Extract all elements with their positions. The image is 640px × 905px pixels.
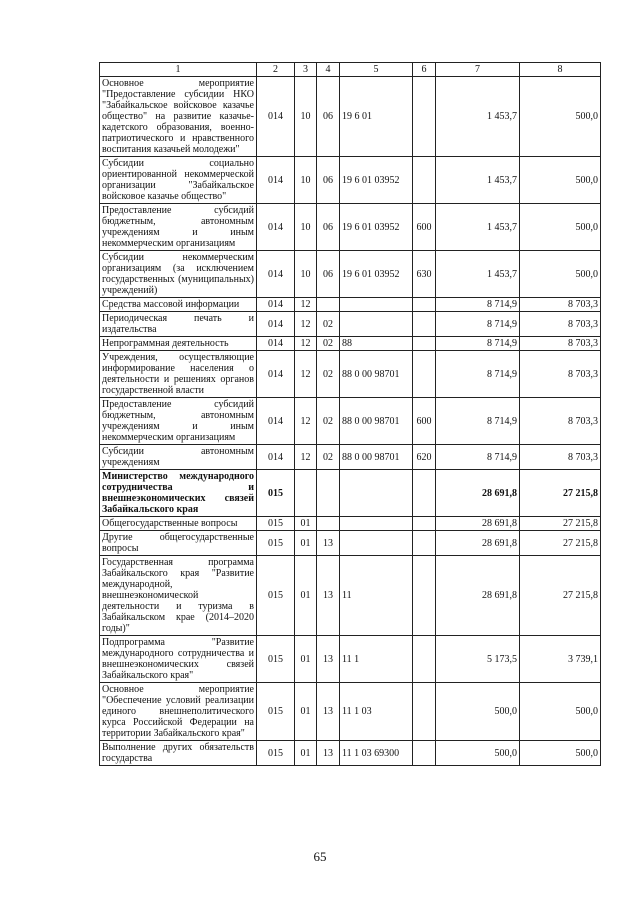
table-cell-gr: 015 bbox=[257, 683, 295, 741]
header-cell: 6 bbox=[413, 63, 436, 77]
table-cell-v2: 8 703,3 bbox=[520, 298, 601, 312]
table-cell-v1: 1 453,7 bbox=[436, 77, 520, 157]
table-cell-v1: 8 714,9 bbox=[436, 398, 520, 445]
table-row bbox=[100, 337, 601, 351]
table-cell-csr: 88 0 00 98701 bbox=[340, 445, 413, 470]
table-row bbox=[100, 251, 601, 298]
table-cell-v2: 8 703,3 bbox=[520, 351, 601, 398]
table-cell-v1: 8 714,9 bbox=[436, 337, 520, 351]
table-cell-name: Общегосударственные вопросы bbox=[100, 517, 257, 531]
table-cell-pr: 06 bbox=[317, 77, 340, 157]
table-row bbox=[100, 298, 601, 312]
table-cell-pr: 06 bbox=[317, 204, 340, 251]
table-cell-v1: 1 453,7 bbox=[436, 157, 520, 204]
table-cell-gr: 014 bbox=[257, 337, 295, 351]
table-cell-name: Министерство международного сотрудничества и внешнеэкономических связей Забайкальского края bbox=[100, 470, 257, 517]
table-cell-csr: 88 0 00 98701 bbox=[340, 351, 413, 398]
table-body bbox=[100, 77, 601, 766]
table-row bbox=[100, 351, 601, 398]
table-cell-v2: 500,0 bbox=[520, 683, 601, 741]
table-cell-v2: 500,0 bbox=[520, 204, 601, 251]
table-cell-v1: 8 714,9 bbox=[436, 351, 520, 398]
table-cell-name: Предоставление субсидий бюджетным, автономным учреждениям и иным некоммерческим организациям bbox=[100, 398, 257, 445]
table-cell-v2: 3 739,1 bbox=[520, 636, 601, 683]
table-row bbox=[100, 398, 601, 445]
table-cell-csr: 11 bbox=[340, 556, 413, 636]
table-row bbox=[100, 204, 601, 251]
table-cell-name: Другие общегосударственные вопросы bbox=[100, 531, 257, 556]
table-cell-name: Подпрограмма "Развитие международного сотрудничества и внешнеэкономических связей Забайкальского края" bbox=[100, 636, 257, 683]
table-cell-vr: 630 bbox=[413, 251, 436, 298]
table-cell-v1: 28 691,8 bbox=[436, 470, 520, 517]
table-cell-v1: 28 691,8 bbox=[436, 531, 520, 556]
table-cell-rz: 01 bbox=[295, 556, 317, 636]
table-cell-rz: 01 bbox=[295, 636, 317, 683]
table-cell-v2: 500,0 bbox=[520, 77, 601, 157]
table-cell-name: Субсидии автономным учреждениям bbox=[100, 445, 257, 470]
table-cell-vr bbox=[413, 683, 436, 741]
table-cell-csr: 11 1 03 69300 bbox=[340, 741, 413, 766]
table-cell-v1: 1 453,7 bbox=[436, 251, 520, 298]
table-header-row bbox=[100, 63, 601, 77]
table-row bbox=[100, 77, 601, 157]
table-cell-csr: 19 6 01 bbox=[340, 77, 413, 157]
table-cell-csr: 19 6 01 03952 bbox=[340, 251, 413, 298]
table-cell-rz: 12 bbox=[295, 298, 317, 312]
table-cell-name: Государственная программа Забайкальского края "Развитие международной, внешнеэкономической деятельности и туризма в Забайкальском крае (2014–2020 годы)" bbox=[100, 556, 257, 636]
table-cell-gr: 014 bbox=[257, 351, 295, 398]
table-cell-gr: 014 bbox=[257, 312, 295, 337]
table-cell-vr bbox=[413, 556, 436, 636]
header-cell: 8 bbox=[520, 63, 601, 77]
table-cell-csr bbox=[340, 470, 413, 517]
table-cell-csr: 19 6 01 03952 bbox=[340, 204, 413, 251]
table-cell-pr: 02 bbox=[317, 337, 340, 351]
table-cell-csr: 11 1 bbox=[340, 636, 413, 683]
table-cell-name: Выполнение других обязательств государства bbox=[100, 741, 257, 766]
table-cell-csr: 88 0 00 98701 bbox=[340, 398, 413, 445]
table-row bbox=[100, 445, 601, 470]
table-cell-rz: 10 bbox=[295, 77, 317, 157]
table-cell-v1: 500,0 bbox=[436, 741, 520, 766]
table-cell-v2: 8 703,3 bbox=[520, 445, 601, 470]
table-cell-v2: 500,0 bbox=[520, 157, 601, 204]
table-cell-pr: 02 bbox=[317, 351, 340, 398]
table-row bbox=[100, 312, 601, 337]
table-cell-vr bbox=[413, 77, 436, 157]
table-cell-v1: 28 691,8 bbox=[436, 556, 520, 636]
table-row bbox=[100, 470, 601, 517]
table-cell-rz bbox=[295, 470, 317, 517]
table-cell-csr bbox=[340, 517, 413, 531]
table-cell-name: Средства массовой информации bbox=[100, 298, 257, 312]
table-cell-rz: 10 bbox=[295, 204, 317, 251]
table-row bbox=[100, 556, 601, 636]
table-cell-gr: 015 bbox=[257, 470, 295, 517]
table-cell-rz: 01 bbox=[295, 531, 317, 556]
table-cell-rz: 01 bbox=[295, 517, 317, 531]
table-cell-rz: 12 bbox=[295, 445, 317, 470]
table-cell-pr: 02 bbox=[317, 312, 340, 337]
table-cell-v2: 8 703,3 bbox=[520, 312, 601, 337]
table-cell-rz: 12 bbox=[295, 351, 317, 398]
table-cell-pr: 13 bbox=[317, 683, 340, 741]
table-row bbox=[100, 683, 601, 741]
table-cell-v2: 500,0 bbox=[520, 741, 601, 766]
header-cell: 5 bbox=[340, 63, 413, 77]
table-cell-vr bbox=[413, 470, 436, 517]
table-cell-vr bbox=[413, 741, 436, 766]
table-cell-pr: 06 bbox=[317, 251, 340, 298]
header-cell: 4 bbox=[317, 63, 340, 77]
table-cell-vr: 600 bbox=[413, 204, 436, 251]
table-cell-pr: 02 bbox=[317, 398, 340, 445]
table-cell-gr: 014 bbox=[257, 398, 295, 445]
table-cell-gr: 015 bbox=[257, 636, 295, 683]
table-cell-v2: 500,0 bbox=[520, 251, 601, 298]
table-cell-pr: 02 bbox=[317, 445, 340, 470]
table-cell-csr: 88 bbox=[340, 337, 413, 351]
table-cell-gr: 014 bbox=[257, 298, 295, 312]
table-cell-csr bbox=[340, 312, 413, 337]
table-row bbox=[100, 741, 601, 766]
table-cell-pr: 13 bbox=[317, 531, 340, 556]
table-row bbox=[100, 517, 601, 531]
header-cell: 1 bbox=[100, 63, 257, 77]
table-cell-pr bbox=[317, 470, 340, 517]
table-cell-v2: 27 215,8 bbox=[520, 517, 601, 531]
table-cell-pr: 13 bbox=[317, 741, 340, 766]
table-cell-v1: 500,0 bbox=[436, 683, 520, 741]
table-cell-v2: 27 215,8 bbox=[520, 531, 601, 556]
table-cell-vr bbox=[413, 337, 436, 351]
table-cell-name: Основное мероприятие "Предоставление субсидии НКО "Забайкальское войсковое казачье общество" на развитие казачье-кадетского образования, военно-патриотического и нравственного воспитания казачьей молодежи" bbox=[100, 77, 257, 157]
table-cell-rz: 12 bbox=[295, 337, 317, 351]
table-cell-v1: 8 714,9 bbox=[436, 445, 520, 470]
table-cell-rz: 10 bbox=[295, 157, 317, 204]
table-cell-gr: 015 bbox=[257, 556, 295, 636]
table-cell-csr: 19 6 01 03952 bbox=[340, 157, 413, 204]
budget-table bbox=[99, 62, 601, 766]
table-cell-gr: 014 bbox=[257, 204, 295, 251]
table-cell-vr bbox=[413, 157, 436, 204]
table-cell-rz: 01 bbox=[295, 741, 317, 766]
table-cell-v1: 5 173,5 bbox=[436, 636, 520, 683]
table-cell-name: Субсидии некоммерческим организациям (за исключением государственных (муниципальных) учреждений) bbox=[100, 251, 257, 298]
table-cell-v2: 27 215,8 bbox=[520, 556, 601, 636]
table-cell-pr: 13 bbox=[317, 556, 340, 636]
table-cell-name: Основное мероприятие "Обеспечение условий реализации единого внешнеполитического курса Российской Федерации на территории Забайкальского края" bbox=[100, 683, 257, 741]
table-row bbox=[100, 636, 601, 683]
table-cell-csr: 11 1 03 bbox=[340, 683, 413, 741]
table-cell-pr: 13 bbox=[317, 636, 340, 683]
table-cell-csr bbox=[340, 298, 413, 312]
table-cell-vr bbox=[413, 531, 436, 556]
table-cell-rz: 10 bbox=[295, 251, 317, 298]
table-cell-gr: 015 bbox=[257, 531, 295, 556]
table-cell-v1: 28 691,8 bbox=[436, 517, 520, 531]
header-cell: 2 bbox=[257, 63, 295, 77]
table-cell-gr: 014 bbox=[257, 157, 295, 204]
table-cell-gr: 014 bbox=[257, 77, 295, 157]
table-cell-csr bbox=[340, 531, 413, 556]
table-cell-rz: 01 bbox=[295, 683, 317, 741]
table-cell-v1: 8 714,9 bbox=[436, 298, 520, 312]
table-cell-v2: 8 703,3 bbox=[520, 398, 601, 445]
table-cell-pr: 06 bbox=[317, 157, 340, 204]
table-cell-name: Периодическая печать и издательства bbox=[100, 312, 257, 337]
header-cell: 3 bbox=[295, 63, 317, 77]
table-cell-vr bbox=[413, 517, 436, 531]
table-cell-vr: 620 bbox=[413, 445, 436, 470]
table-cell-v1: 1 453,7 bbox=[436, 204, 520, 251]
table-cell-name: Субсидии социально ориентированной некоммерческой организации "Забайкальское войсковое казачье общество" bbox=[100, 157, 257, 204]
table-cell-v2: 8 703,3 bbox=[520, 337, 601, 351]
table-cell-name: Предоставление субсидий бюджетным, автономным учреждениям и иным некоммерческим организациям bbox=[100, 204, 257, 251]
table-cell-vr bbox=[413, 298, 436, 312]
table-cell-vr bbox=[413, 351, 436, 398]
table-cell-vr: 600 bbox=[413, 398, 436, 445]
table-cell-gr: 015 bbox=[257, 517, 295, 531]
header-cell: 7 bbox=[436, 63, 520, 77]
table-cell-rz: 12 bbox=[295, 312, 317, 337]
table-cell-v1: 8 714,9 bbox=[436, 312, 520, 337]
table-cell-vr bbox=[413, 636, 436, 683]
table-row bbox=[100, 157, 601, 204]
table-cell-pr bbox=[317, 517, 340, 531]
table-cell-name: Непрограммная деятельность bbox=[100, 337, 257, 351]
table-row bbox=[100, 531, 601, 556]
table-cell-gr: 014 bbox=[257, 251, 295, 298]
table-cell-v2: 27 215,8 bbox=[520, 470, 601, 517]
table-cell-rz: 12 bbox=[295, 398, 317, 445]
table-cell-gr: 015 bbox=[257, 741, 295, 766]
table-cell-vr bbox=[413, 312, 436, 337]
table-cell-name: Учреждения, осуществляющие информирование населения о деятельности и решениях органов государственной власти bbox=[100, 351, 257, 398]
table-cell-pr bbox=[317, 298, 340, 312]
page-number: 65 bbox=[313, 849, 327, 864]
table-cell-gr: 014 bbox=[257, 445, 295, 470]
